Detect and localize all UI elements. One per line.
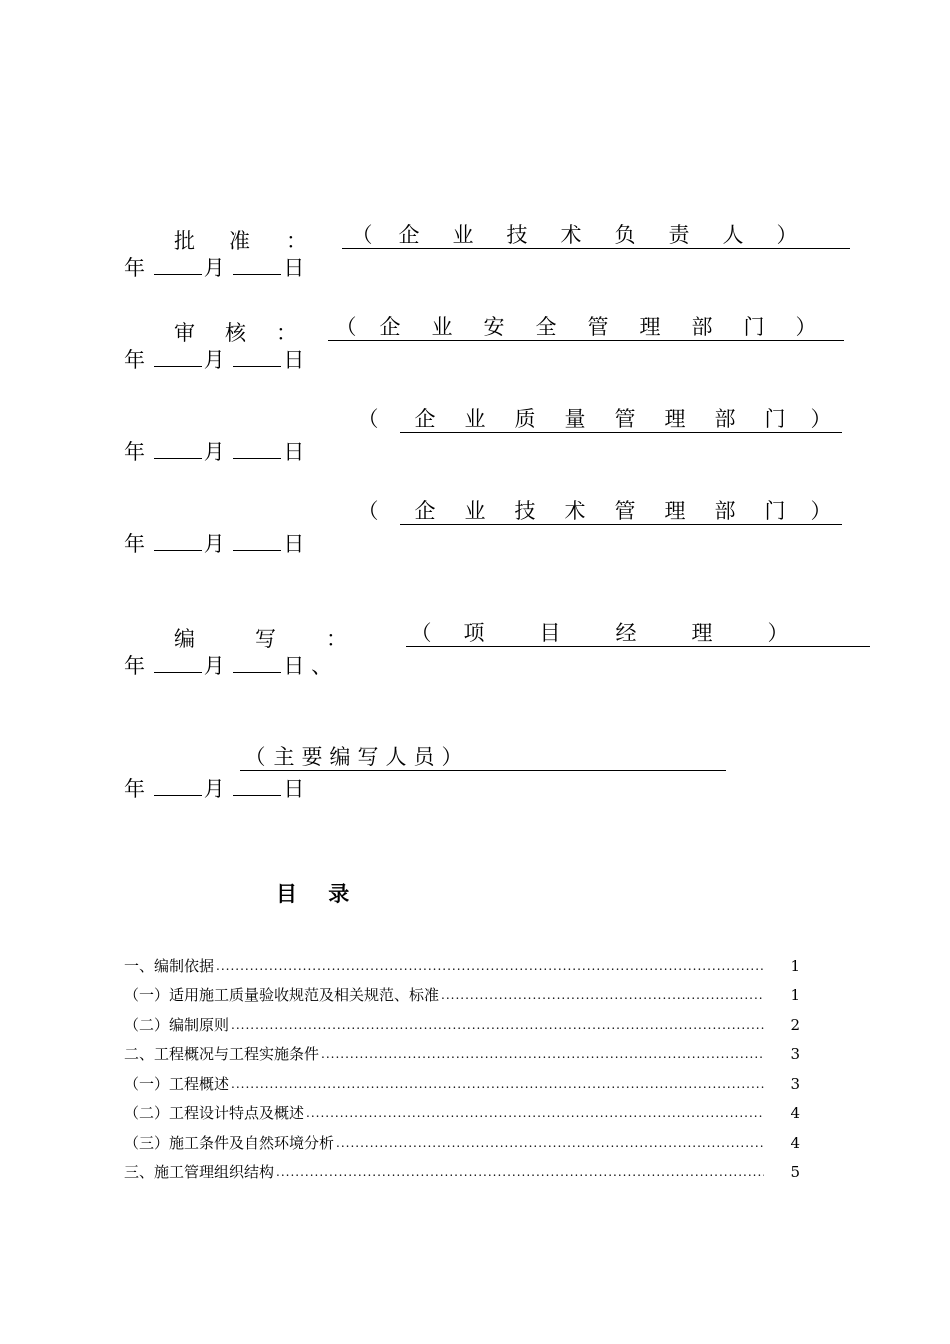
quality-role: （ 企 业 质 量 管 理 部 门 ）: [354, 406, 842, 432]
author-label: 编 写: [174, 627, 276, 651]
approve-label: 批 准: [174, 229, 250, 253]
toc-item[interactable]: （一）工程概述 ..... 3: [124, 1073, 800, 1095]
main-writers-role: （ 主 要 编 写 人 员 ）: [240, 744, 726, 771]
month-blank[interactable]: [154, 777, 202, 796]
quality-date: 年 月 日: [124, 440, 305, 464]
author-colon: ：: [326, 627, 347, 651]
review-label: 审 核: [174, 321, 246, 345]
author-role: （ 项 目 经 理 ）: [406, 620, 870, 647]
day-blank[interactable]: [233, 532, 281, 551]
toc-item[interactable]: （二）工程设计特点及概述 ..... 4: [124, 1102, 800, 1124]
day-blank[interactable]: [233, 777, 281, 796]
tech-role: （ 企 业 技 术 管 理 部 门 ）: [354, 498, 842, 524]
approve-date: 年 月 日: [124, 256, 305, 280]
author-date: 年 月 日 、: [124, 654, 333, 678]
toc-item[interactable]: （三）施工条件及自然环境分析 ..... 4: [124, 1132, 800, 1154]
toc-item[interactable]: 三、施工管理组织结构 ..... 5: [124, 1161, 800, 1183]
toc-title: 目 录: [276, 881, 362, 906]
approve-colon: ：: [286, 229, 307, 253]
toc-item[interactable]: 一、编制依据 ..... 1: [124, 955, 800, 977]
month-blank[interactable]: [154, 532, 202, 551]
month-blank[interactable]: [154, 440, 202, 459]
day-blank[interactable]: [233, 256, 281, 275]
review-role: （ 企 业 安 全 管 理 部 门 ）: [328, 314, 844, 341]
month-blank[interactable]: [154, 654, 202, 673]
tech-date: 年 月 日: [124, 532, 305, 556]
toc-item[interactable]: （一）适用施工质量验收规范及相关规范、标准 ..... 1: [124, 984, 800, 1006]
main-writers-date: 年 月 日: [124, 777, 305, 801]
month-blank[interactable]: [154, 348, 202, 367]
approve-role: （ 企 业 技 术 负 责 人 ）: [342, 222, 850, 249]
day-blank[interactable]: [233, 654, 281, 673]
day-blank[interactable]: [233, 440, 281, 459]
review-date: 年 月 日: [124, 348, 305, 372]
toc-item[interactable]: （二）编制原则 ..... 2: [124, 1014, 800, 1036]
review-colon: ：: [276, 321, 297, 345]
month-blank[interactable]: [154, 256, 202, 275]
day-blank[interactable]: [233, 348, 281, 367]
toc-item[interactable]: 二、工程概况与工程实施条件 ..... 3: [124, 1043, 800, 1065]
